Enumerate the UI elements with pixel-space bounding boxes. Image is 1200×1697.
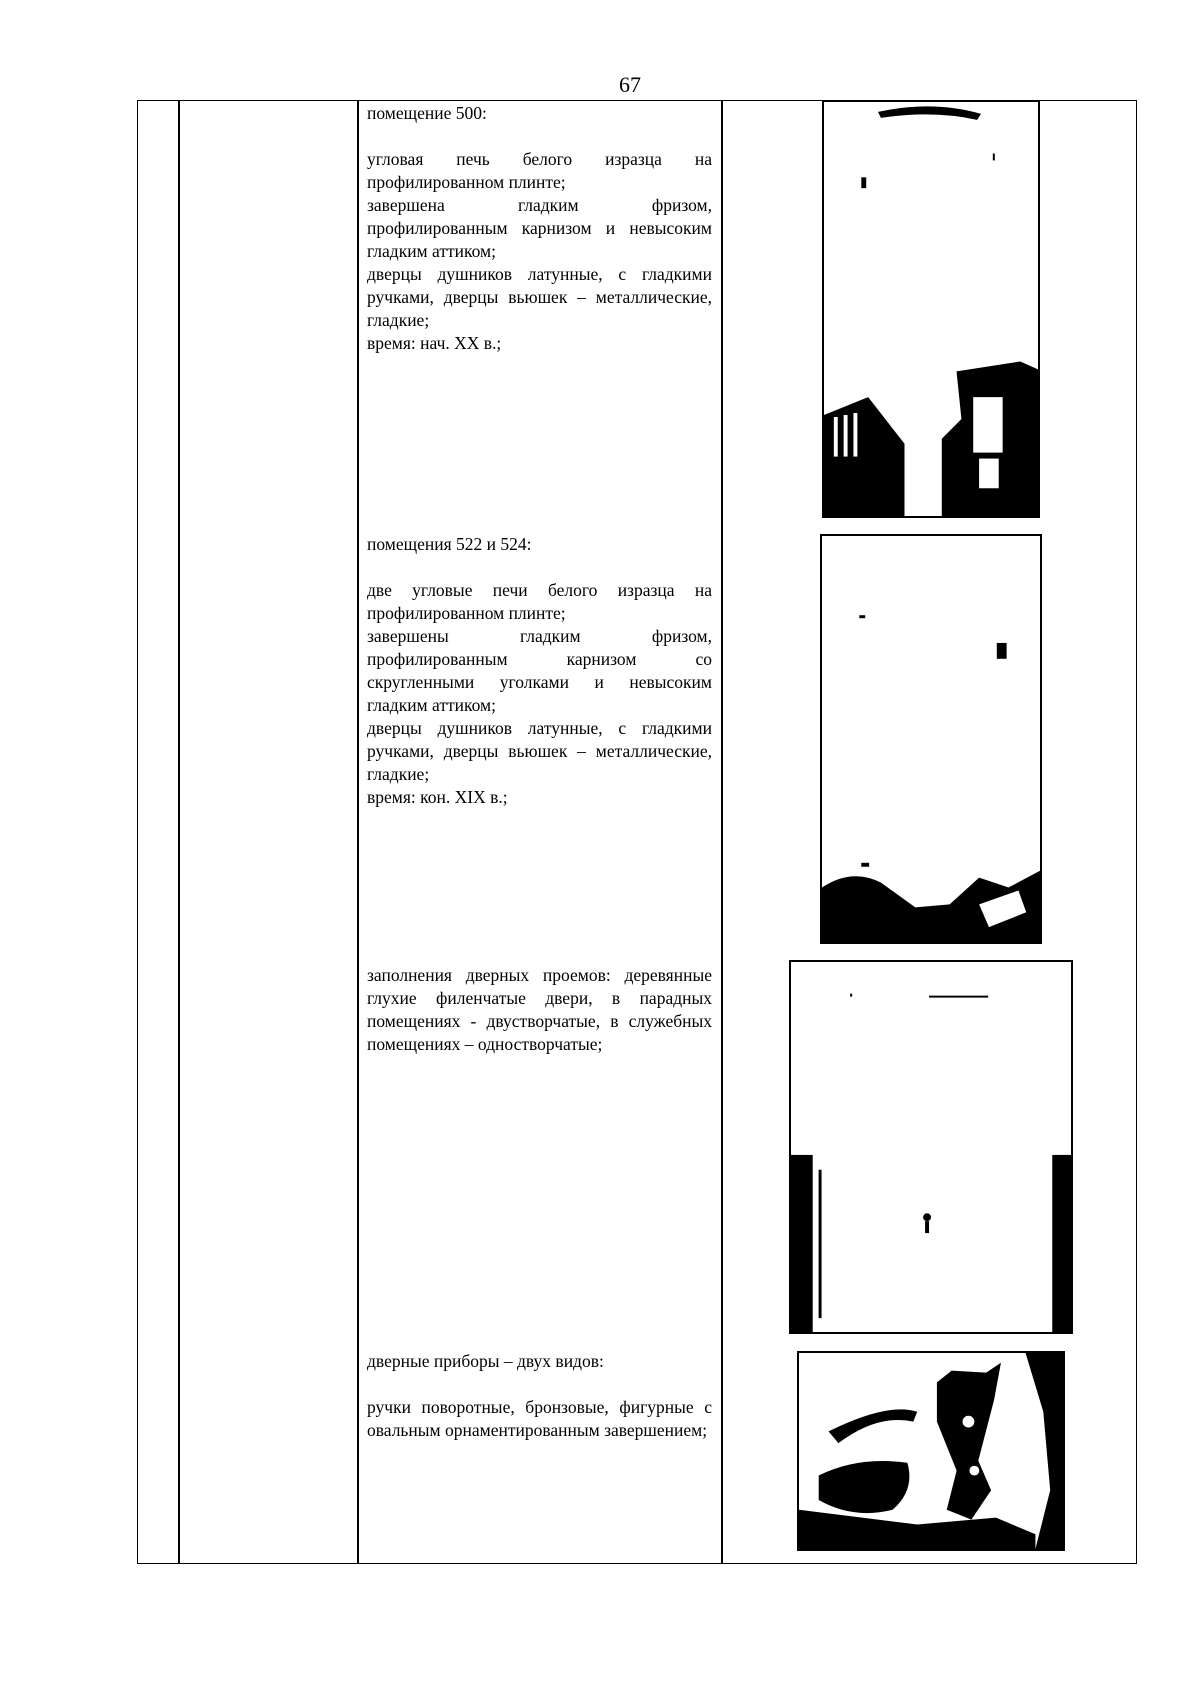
page-number: 67 (619, 72, 641, 97)
door-photo (789, 960, 1073, 1334)
entry-paragraph: завершена гладким фризом, профилированным карнизом и невысоким гладким аттиком; (367, 195, 712, 261)
entry-paragraph: угловая печь белого изразца на профилированном плинте; (367, 149, 712, 192)
column-divider (178, 100, 180, 1564)
entry-heading: дверные приборы – двух видов: (367, 1351, 604, 1371)
entry-paragraph: две угловые печи белого изразца на профилированном плинте; (367, 580, 712, 623)
entry-paragraph: время: кон. XIX в.; (367, 787, 508, 807)
entry-door-hardware (367, 1350, 712, 1442)
entry-paragraph: дверцы душников латунные, с гладкими ручками, дверцы вьюшек – металлические, гладкие; (367, 264, 712, 330)
entry-heading: помещения 522 и 524: (367, 534, 532, 554)
entry-rooms-522-524 (367, 533, 712, 809)
entry-paragraph: время: нач. XX в.; (367, 333, 502, 353)
entry-paragraph: завершены гладким фризом, профилированным карнизом со скругленными уголками и невысоким гладким аттиком; (367, 626, 712, 715)
entry-paragraph: заполнения дверных проемов: деревянные глухие филенчатые двери, в парадных помещениях - двустворчатые, в служебных помещениях – одностворчатые; (367, 965, 712, 1054)
entry-room-500 (367, 102, 712, 355)
entry-paragraph: дверцы душников латунные, с гладкими ручками, дверцы вьюшек – металлические, гладкие; (367, 718, 712, 784)
stove-photo (822, 100, 1040, 518)
entry-paragraph: ручки поворотные, бронзовые, фигурные с овальным орнаментированным завершением; (367, 1397, 712, 1440)
door-handle-photo (797, 1351, 1065, 1551)
stove-photo (820, 534, 1042, 944)
column-divider (357, 100, 359, 1564)
entry-heading: помещение 500: (367, 103, 487, 123)
column-divider (721, 100, 723, 1564)
entry-door-fillings (367, 964, 712, 1056)
